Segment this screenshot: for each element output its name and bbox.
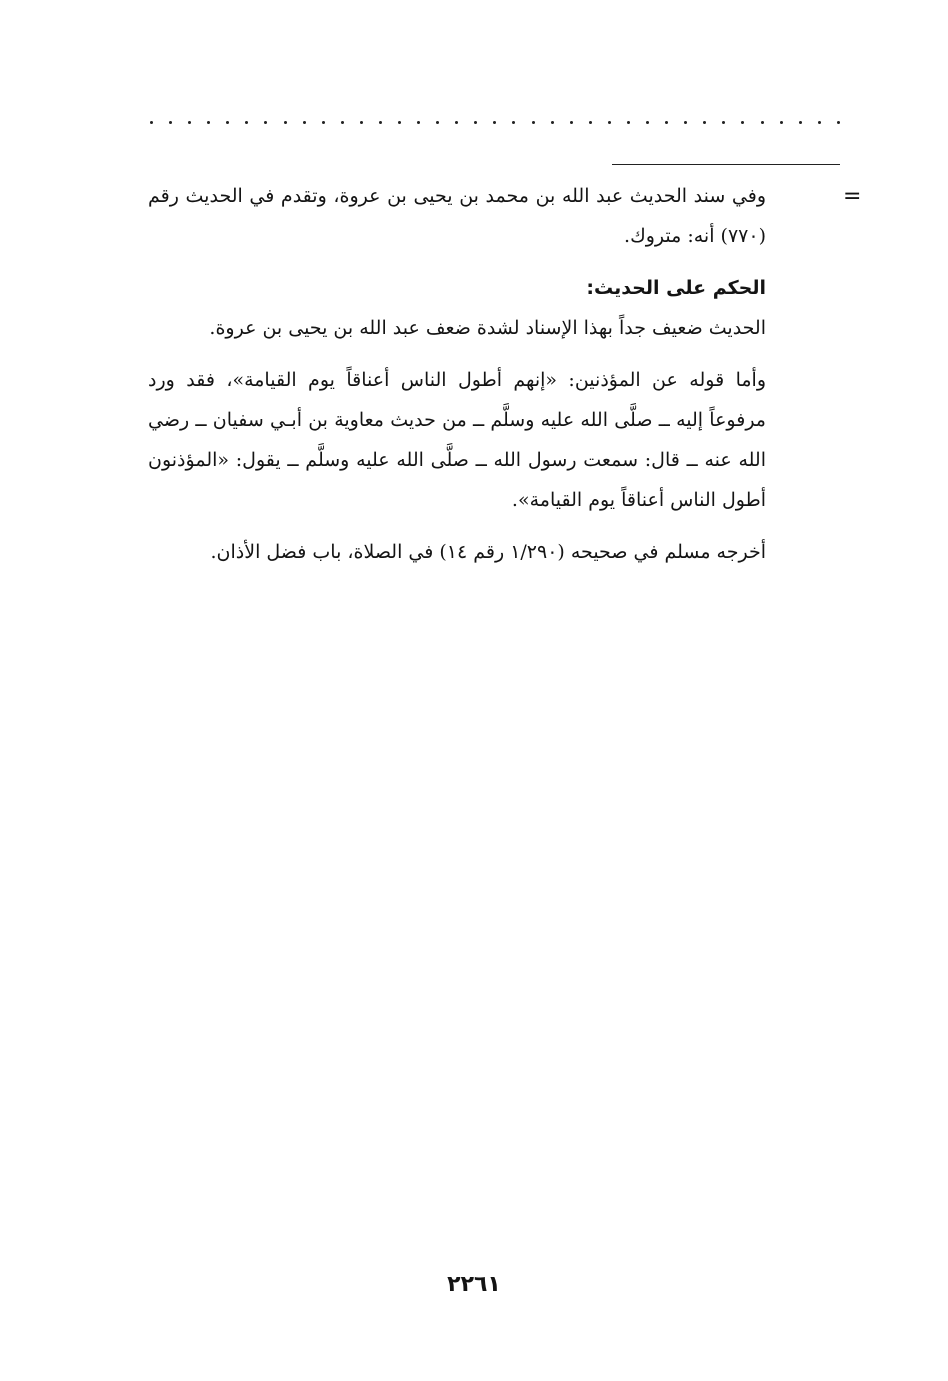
section-heading: الحكم على الحديث:: [586, 277, 766, 299]
footnote-rule: [612, 164, 840, 165]
footnote-paragraph: أخرجه مسلم في صحيحه (١/٢٩٠ رقم ١٤) في الصلاة، باب فضل الأذان.: [210, 541, 766, 563]
continuation-mark: =: [843, 184, 862, 209]
dotted-separator: [150, 112, 840, 132]
footnote-body: [148, 176, 766, 584]
page-number: ٢٢٦١: [447, 1272, 501, 1297]
footnote-paragraph: الحديث ضعيف جداً بهذا الإسناد لشدة ضعف عبد الله بن يحيى بن عروة.: [209, 317, 766, 339]
footnote-paragraph: وأما قوله عن المؤذنين: «إنهم أطول الناس أعناقاً يوم القيامة»، فقد ورد مرفوعاً إليه ــ صلَّى الله عليه وسلَّم ــ من حديث معاوية بن أبـي سفيان ــ رضي الله عنه ــ قال: سمعت رسول الله ــ صلَّى الله عليه وسلَّم ــ يقول: «المؤذنون أطول الناس أعناقاً يوم القيامة».: [148, 369, 766, 511]
footnote-paragraph: وفي سند الحديث عبد الله بن محمد بن يحيى بن عروة، وتقدم في الحديث رقم (٧٧٠) أنه: متروك.: [148, 185, 766, 247]
